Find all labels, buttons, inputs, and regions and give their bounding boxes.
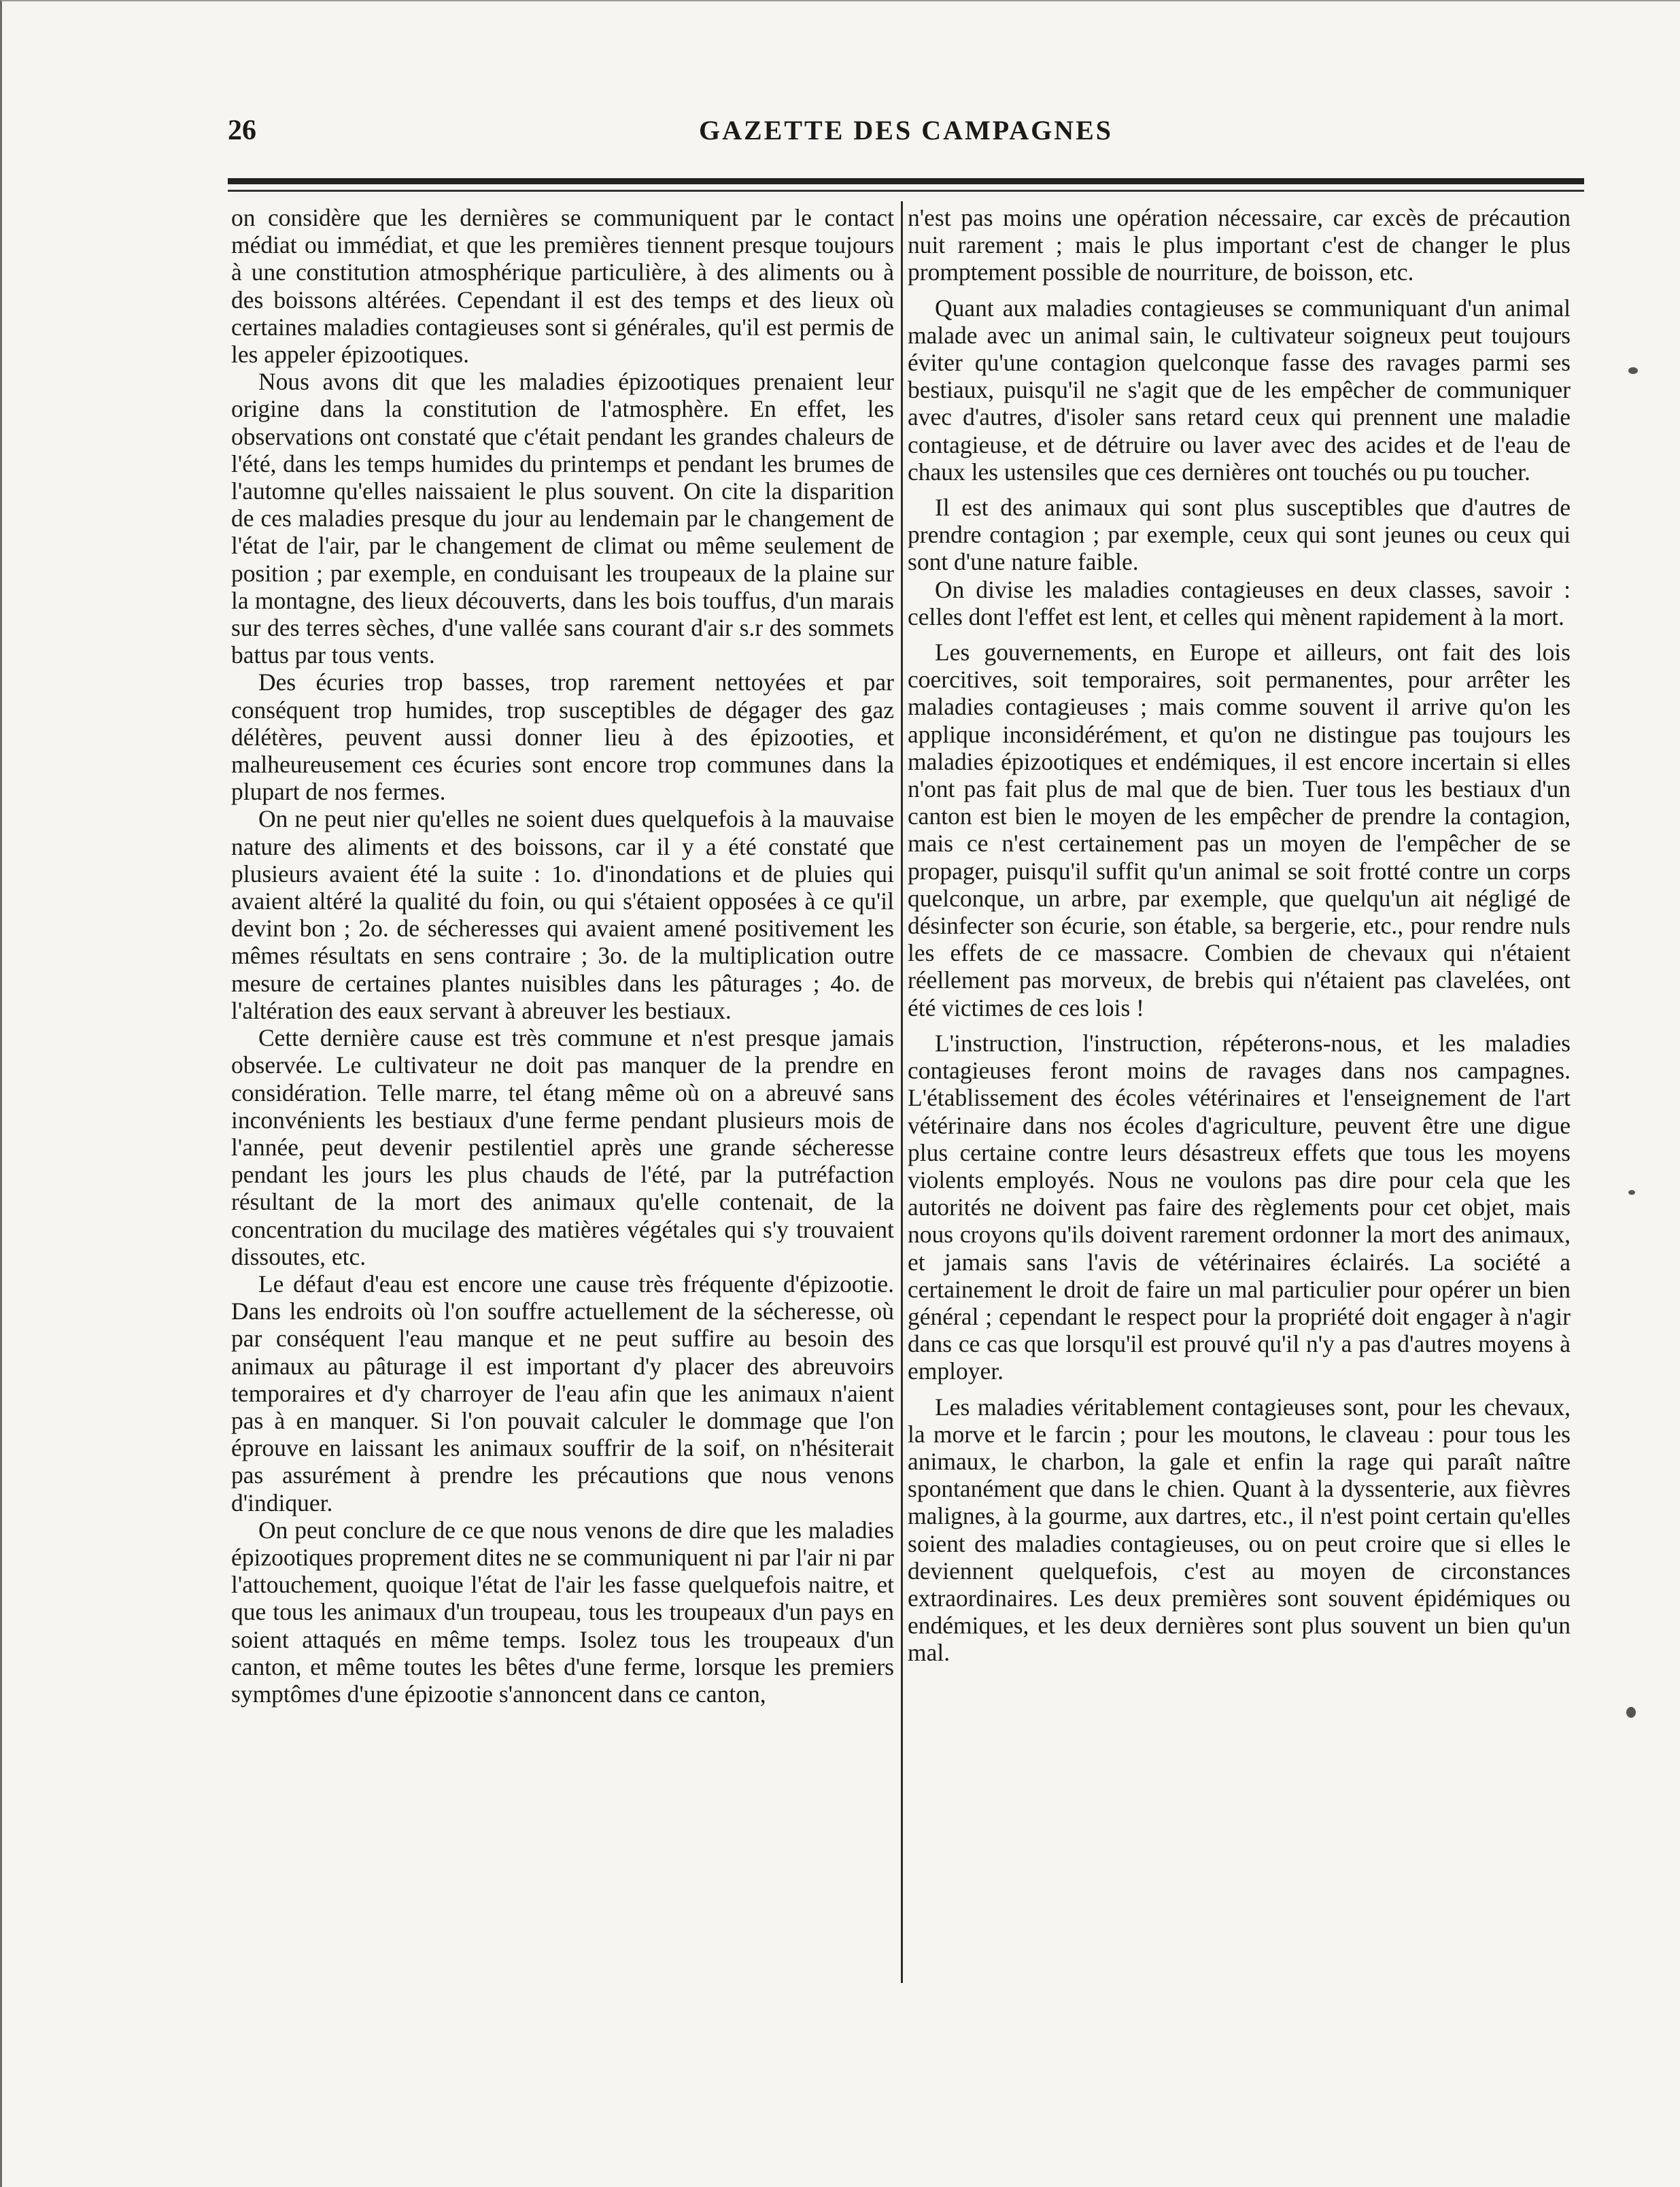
paragraph: Cette dernière cause est très commune et n'est presque jamais observée. Le cultivateur ne doit pas manquer de la prendre en considération. Telle marre, tel étang même où on a abreuvé sans inconvénients les bestiaux d'une ferme pendant plusieurs mois de l'année, peut devenir pestilentiel après une grande sécheresse pendant les jours les plus chauds de l'été, par la putréfaction résultant de la mort des animaux qu'elle contenait, de la concentration du mucilage des matières végétales qui s'y trouvaient dissoutes, etc. xyxy=(231,1024,894,1270)
paragraph: On ne peut nier qu'elles ne soient dues quelquefois à la mauvaise nature des aliments et des boissons, car il y a été constaté que plusieurs avaient été la suite : 1o. d'inondations et de pluies qui avaient altéré la qualité du foin, ou qui s'étaient opposées à ce qu'il devint bon ; 2o. de sécheresses qui avaient amené positivement les mêmes résultats en sens contraire ; 3o. de la multiplication outre mesure de certaines plantes nuisibles dans les pâturages ; 4o. de l'altération des eaux servant à abreuver les bestiaux. xyxy=(231,805,894,1024)
paragraph: On peut conclure de ce que nous venons de dire que les maladies épizootiques proprement dites ne se communiquent ni par l'air ni par l'attouchement, quoique l'état de l'air les fasse quelquefois naitre, et que tous les animaux d'un troupeau, tous les troupeaux d'un pays en soient attaqués en même temps. Isolez tous les troupeaux d'un canton, et même toutes les bêtes d'une ferme, lorsque les premiers symptômes d'une épizootie s'annoncent dans ce canton, xyxy=(231,1516,894,1708)
paragraph: Les maladies véritablement contagieuses sont, pour les chevaux, la morve et le farcin ; pour les moutons, le claveau : pour tous les animaux, le charbon, la gale et enfin la rage qui paraît naître spontanément que dans le chien. Quant à la dyssenterie, aux fièvres malignes, à la gourme, aux dartres, etc., il n'est point certain qu'elles soient des maladies contagieuses, ou on peut croire que si elles le deviennent quelquefois, c'est au moyen de circonstances extraordinaires. Les deux premières sont souvent épidémiques ou endémiques, et les deux dernières sont plus souvent un bien qu'un mal. xyxy=(908,1393,1571,1667)
header-rule-thick xyxy=(228,178,1584,184)
column-divider xyxy=(901,201,903,1983)
right-column xyxy=(908,204,1571,1667)
paragraph: n'est pas moins une opération nécessaire, car excès de précaution nuit rarement ; mais le plus important c'est de changer le plus promptement possible de nourriture, de boisson, etc. xyxy=(908,204,1571,286)
paragraph: Les gouvernements, en Europe et ailleurs, ont fait des lois coercitives, soit temporaires, soit permanentes, pour arrêter les maladies contagieuses ; mais comme souvent il arrive qu'on les applique inconsidérément, et qu'on ne distingue pas toujours les maladies épizootiques et endémiques, il est encore incertain si elles n'ont pas fait plus de mal que de bien. Tuer tous les bestiaux d'un canton est bien le moyen de les empêcher de prendre la contagion, mais ce n'est certainement pas un moyen de l'empêcher de se propager, puisqu'il suffit qu'un animal se soit frotté contre un corps quelconque, un arbre, par exemple, que quelqu'un ait négligé de désinfecter son écurie, son étable, sa bergerie, etc., pour rendre nuls les effets de ce massacre. Combien de chevaux qui n'étaient réellement pas morveux, de brebis qui n'étaient pas clavelées, ont été victimes de ces lois ! xyxy=(908,639,1571,1021)
paragraph: Des écuries trop basses, trop rarement nettoyées et par conséquent trop humides, trop susceptibles de dégager des gaz délétères, peuvent aussi donner lieu à des épizooties, et malheureusement ces écuries sont encore trop communes dans la plupart de nos fermes. xyxy=(231,668,894,806)
paragraph: on considère que les dernières se communiquent par le contact médiat ou immédiat, et que les premières tiennent presque toujours à une constitution atmosphérique particulière, à des aliments ou à des boissons altérées. Cependant il est des temps et des lieux où certaines maladies contagieuses sont si générales, qu'il est permis de les appeler épizootiques. xyxy=(231,204,894,369)
page-header xyxy=(228,114,1584,155)
paragraph: Quant aux maladies contagieuses se communiquant d'un animal malade avec un animal sain, le cultivateur soigneux peut toujours éviter qu'une contagion quelconque fasse des ravages parmi ses bestiaux, puisqu'il ne s'agit que de les empêcher de communiquer avec d'autres, d'isoler sans retard ceux qui prennent une maladie contagieuse, et de détruire ou laver avec des acides et de l'eau de chaux les ustensiles que ces dernières ont touchés ou pu toucher. xyxy=(908,294,1571,486)
paragraph: Le défaut d'eau est encore une cause très fréquente d'épizootie. Dans les endroits où l'on souffre actuellement de la sécheresse, où par conséquent l'eau manque et ne peut suffire au besoin des animaux au pâturage il est important d'y placer des abreuvoirs temporaires et d'y charroyer de l'eau afin que les animaux n'aient pas à en manquer. Si l'on pouvait calculer le dommage que l'on éprouve en laissant les animaux souffrir de la soif, on n'hésiterait pas assurément à prendre les précautions que nous venons d'indiquer. xyxy=(231,1270,894,1516)
paragraph: Il est des animaux qui sont plus susceptibles que d'autres de prendre contagion ; par exemple, ceux qui sont jeunes ou ceux qui sont d'une nature faible. xyxy=(908,494,1571,576)
paragraph: Nous avons dit que les maladies épizootiques prenaient leur origine dans la constitution de l'atmosphère. En effet, les observations ont constaté que c'était pendant les grandes chaleurs de l'été, dans les temps humides du printemps et pendant les brumes de l'automne qu'elles naissaient le plus souvent. On cite la disparition de ces maladies presque du jour au lendemain par le changement de l'état de l'air, par le changement de climat ou même seulement de position ; par exemple, en conduisant les troupeaux de la plaine sur la montagne, des lieux découverts, dans les bois touffus, d'un marais sur des terres sèches, d'une vallée sans courant d'air s.r des sommets battus par tous vents. xyxy=(231,368,894,669)
paragraph: L'instruction, l'instruction, répéterons-nous, et les maladies contagieuses feront moins de ravages dans nos campagnes. L'établissement des écoles vétérinaires et l'enseignement de l'art vétérinaire dans nos écoles d'agriculture, peuvent être une digue plus certaine contre leurs désastreux effets que tous les moyens violents employés. Nous ne voulons pas dire pour cela que les autorités ne doivent pas faire des règlements pour cet objet, mais nous croyons qu'ils doivent rarement ordonner la mort des animaux, et jamais sans l'avis de vétérinaires éclairés. La société a certainement le droit de faire un mal particulier pour opérer un bien général ; cependant le respect pour la propriété doit engager à n'agir dans ce cas que lorsqu'il est prouvé qu'il n'y a pas d'autres moyens à employer. xyxy=(908,1029,1571,1385)
print-speck xyxy=(1626,1707,1636,1718)
left-column xyxy=(231,204,894,1708)
page-number: 26 xyxy=(228,115,256,146)
paragraph: On divise les maladies contagieuses en deux classes, savoir : celles dont l'effet est lent, et celles qui mènent rapidement à la mort. xyxy=(908,575,1571,630)
print-speck xyxy=(1628,367,1638,374)
print-speck xyxy=(1628,1190,1635,1195)
header-rule-thin xyxy=(228,190,1584,192)
newspaper-title: GAZETTE DES CAMPAGNES xyxy=(698,115,1113,146)
